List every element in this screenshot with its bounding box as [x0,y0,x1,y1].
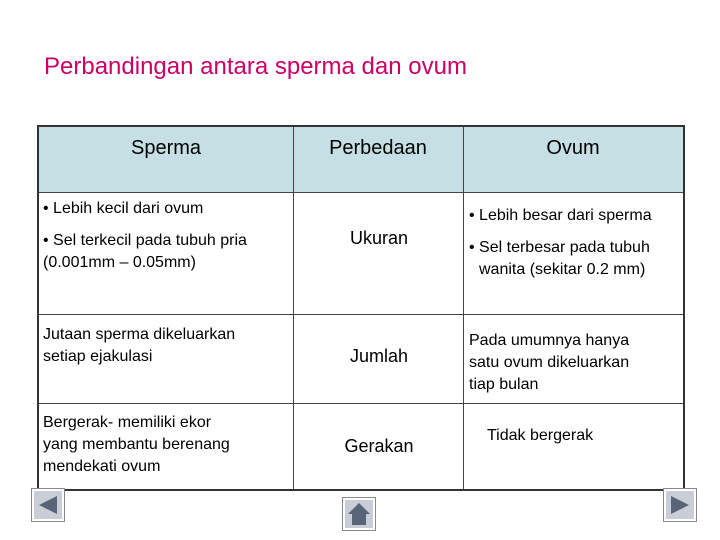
aspect-jumlah: Jumlah [349,346,409,366]
ovum-count-line-2: satu ovum dikeluarkan [469,354,630,371]
sperma-count-line-1: Jutaan sperma dikeluarkan [43,326,236,343]
sperma-size-point-1: • Lebih kecil dari ovum [43,200,204,217]
sperma-motion-line-3: mendekati ovum [43,458,161,475]
sperma-size-range: (0.001mm – 0.05mm) [43,254,196,271]
ovum-count-line-1: Pada umumnya hanya [469,332,630,349]
aspect-gerakan: Gerakan [344,436,414,456]
column-divider [293,127,294,489]
ovum-size-point-1: • Lebih besar dari sperma [469,207,652,224]
aspect-ukuran: Ukuran [349,228,409,248]
sperma-count-line-2: setiap ejakulasi [43,348,153,365]
row-divider [39,314,683,315]
column-divider [463,127,464,489]
next-slide-button[interactable] [663,488,697,522]
row-divider [39,192,683,193]
sperma-size-point-2: • Sel terkecil pada tubuh pria [43,232,247,249]
sperma-motion-line-1: Bergerak- memiliki ekor [43,414,212,431]
arrow-right-icon [664,489,696,521]
home-icon [343,498,375,530]
ovum-size-point-2: • Sel terbesar pada tubuh [469,239,650,256]
header-perbedaan: Perbedaan [329,137,427,159]
row-divider [39,403,683,404]
arrow-left-icon [32,489,64,521]
header-sperma: Sperma [130,137,202,159]
sperma-motion-line-2: yang membantu berenang [43,436,230,453]
ovum-motion-line-1: Tidak bergerak [487,427,594,444]
slide-title: Perbandingan antara sperma dan ovum [44,53,467,80]
prev-slide-button[interactable] [31,488,65,522]
comparison-table [37,125,685,491]
ovum-size-range: wanita (sekitar 0.2 mm) [479,261,646,278]
home-button[interactable] [342,497,376,531]
header-ovum: Ovum [546,137,600,159]
ovum-count-line-3: tiap bulan [469,376,539,393]
